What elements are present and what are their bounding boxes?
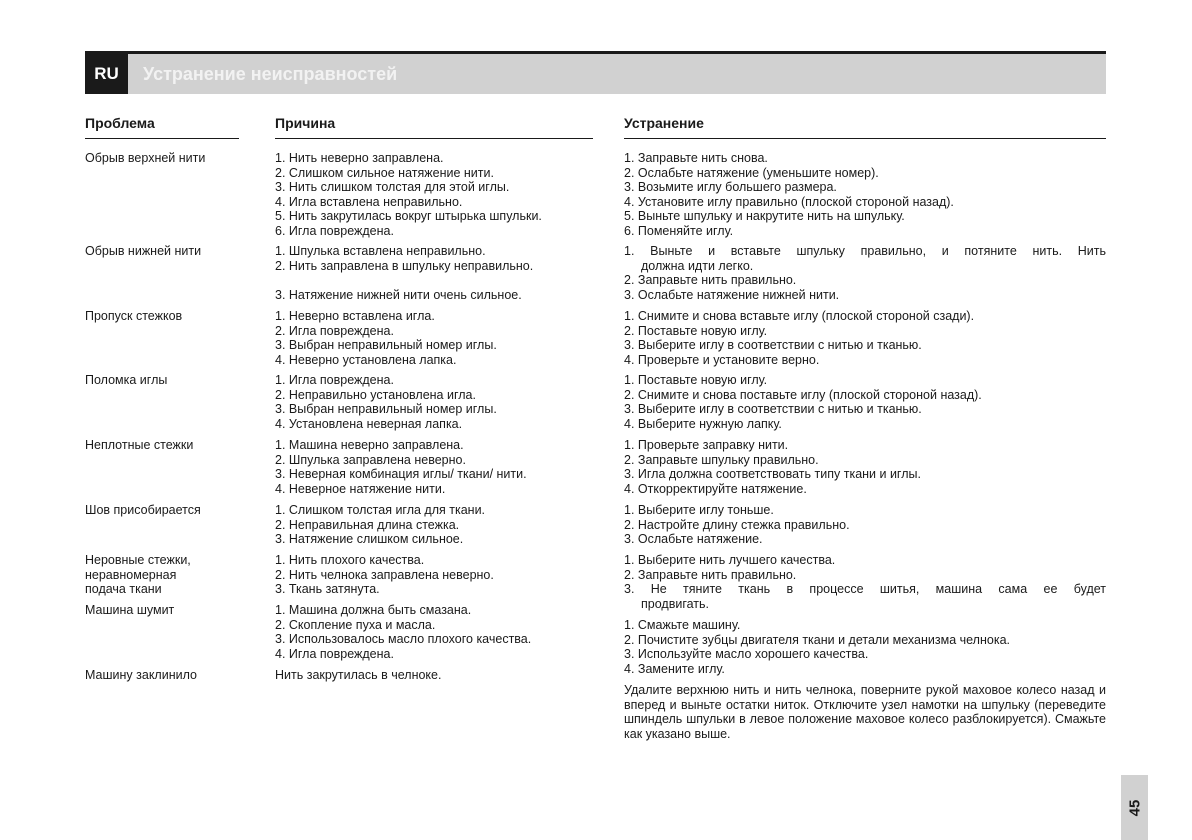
text-line: 1. Неверно вставлена игла. (275, 309, 435, 323)
text-line: 4. Установлена неверная лапка. (275, 416, 463, 431)
text-line: 3. Используйте масло хорошего качества. (624, 647, 869, 661)
text-line: Шов присобирается (85, 503, 201, 517)
page-tab (1121, 775, 1148, 840)
text-line: 2. Заправьте нить правильно. (624, 567, 797, 582)
cause-cell (275, 373, 497, 431)
text-line: 2. Шпулька заправлена неверно. (275, 452, 466, 467)
text-line: 5. Выньте шпульку и накрутите нить на шпульку. (624, 209, 905, 223)
text-line: 2. Скопление пуха и масла. (275, 617, 436, 632)
text-line: 4. Установите иглу правильно (плоской стороной назад). (624, 194, 954, 209)
text-line: 4. Откорректируйте натяжение. (624, 481, 807, 496)
text-line: 4. Проверьте и установите верно. (624, 352, 820, 367)
text-line: 4. Замените иглу. (624, 661, 725, 676)
text-line: 2. Слишком сильное натяжение нити. (275, 165, 494, 180)
cause-cell (275, 438, 527, 496)
solution-cell (624, 309, 974, 367)
text-line: 2. Неправильная длина стежка. (275, 517, 460, 532)
section-header (85, 54, 1106, 94)
cause-cell (275, 244, 533, 302)
text-line: Неровные стежки, (85, 553, 191, 567)
text-line: 4. Игла вставлена неправильно. (275, 194, 463, 209)
text-line: 1. Слишком толстая игла для ткани. (275, 503, 486, 517)
column-rule-cause (275, 138, 593, 139)
problem-cell (85, 244, 201, 259)
text-line: 2. Нить заправлена в шпульку неправильно. (275, 258, 534, 273)
text-line: 3. Натяжение нижней нити очень сильное. (275, 287, 522, 302)
problem-cell (85, 373, 167, 388)
text-line: 1. Выньте и вставьте шпульку правильно, и потяните нить. Нить (624, 244, 1106, 258)
text-line: 3. Выбран неправильный номер иглы. (275, 338, 497, 352)
problem-cell (85, 603, 174, 618)
solution-cell (624, 503, 850, 547)
problem-cell (85, 151, 205, 166)
solution-cell (624, 373, 982, 431)
problem-cell (85, 503, 201, 518)
cause-cell (275, 668, 441, 683)
text-line: 3. Возьмите иглу большего размера. (624, 180, 837, 194)
text-line: 1. Машина неверно заправлена. (275, 438, 464, 452)
text-line: 1. Снимите и снова вставьте иглу (плоской стороной сзади). (624, 309, 975, 323)
text-line: 1. Заправьте нить снова. (624, 151, 768, 165)
cause-cell (275, 151, 542, 238)
text-line: 2. Заправьте нить правильно. (624, 273, 797, 287)
text-line: 6. Игла повреждена. (275, 223, 394, 238)
solution-cell (624, 553, 1106, 611)
cause-cell (275, 553, 494, 597)
text-line: 2. Неправильно установлена игла. (275, 387, 476, 402)
column-rule-solution (624, 138, 1106, 139)
text-line: 3. Натяжение слишком сильное. (275, 532, 464, 546)
text-line: 3. Выбран неправильный номер иглы. (275, 402, 497, 416)
text-line: 1. Выберите нить лучшего качества. (624, 553, 836, 567)
text-line: 3. Не тяните ткань в процессе шитья, машина сама ее будет (624, 582, 1106, 596)
cause-cell (275, 309, 497, 367)
cause-cell (275, 603, 531, 661)
text-line: 2. Заправьте шпульку правильно. (624, 452, 819, 467)
text-line: 3. Ткань затянута. (275, 582, 380, 596)
solution-cell (624, 244, 1106, 302)
text-line: Обрыв нижней нити (85, 244, 202, 258)
text-line: 3. Использовалось масло плохого качества. (275, 632, 532, 646)
text-line: 2. Ослабьте натяжение (уменьшите номер). (624, 165, 879, 180)
text-line: 3. Выберите иглу в соответствии с нитью и тканью. (624, 338, 922, 352)
text-line: 3. Неверная комбинация иглы/ ткани/ нити. (275, 467, 527, 481)
text-line: 2. Нить челнока заправлена неверно. (275, 567, 494, 582)
problem-cell (85, 309, 182, 324)
text-line: 5. Нить закрутилась вокруг штырька шпульки. (275, 209, 542, 223)
column-header-solution: Устранение (624, 115, 704, 131)
cause-cell (275, 503, 485, 547)
text-line: продвигать. (641, 596, 709, 611)
text-line: Машина шумит (85, 603, 175, 617)
text-line: 2. Игла повреждена. (275, 323, 394, 338)
text-line: Пропуск стежков (85, 309, 183, 323)
text-line: 6. Поменяйте иглу. (624, 223, 734, 238)
text-line (275, 273, 533, 288)
text-line: 1. Игла повреждена. (275, 373, 394, 387)
text-line: 4. Неверное натяжение нити. (275, 481, 446, 496)
text-line: 1. Поставьте новую иглу. (624, 373, 768, 387)
text-line: 1. Смажьте машину. (624, 618, 741, 632)
text-line: 1. Выберите иглу тоньше. (624, 503, 774, 517)
text-line: 4. Выберите нужную лапку. (624, 416, 782, 431)
text-line: Обрыв верхней нити (85, 151, 206, 165)
text-line: Поломка иглы (85, 373, 168, 387)
problem-cell (85, 668, 197, 683)
text-line: 3. Ослабьте натяжение нижней нити. (624, 287, 840, 302)
text-line: 2. Настройте длину стежка правильно. (624, 517, 850, 532)
text-line: 1. Машина должна быть смазана. (275, 603, 472, 617)
page-number: 45 (1126, 799, 1143, 816)
text-line: 4. Неверно установлена лапка. (275, 352, 457, 367)
problem-cell (85, 553, 191, 597)
text-line: Неплотные стежки (85, 438, 194, 452)
text-line: 3. Ослабьте натяжение. (624, 532, 763, 546)
text-line: Нить закрутилась в челноке. (275, 668, 442, 682)
solution-paragraph: Удалите верхнюю нить и нить челнока, поверните рукой маховое колесо назад и вперед и выньте остатки ниток. Отключите узел намотки на шпульку (переведите шпиндель шпульки в левое положение маховое колесо разблокируется). Смажьте как указано выше. (624, 683, 1106, 741)
text-line: 3. Нить слишком толстая для этой иглы. (275, 180, 510, 194)
text-line: 2. Поставьте новую иглу. (624, 323, 768, 338)
solution-cell (624, 438, 921, 496)
text-line: 1. Нить плохого качества. (275, 553, 425, 567)
column-rule-problem (85, 138, 239, 139)
text-line: подача ткани (85, 582, 162, 596)
column-header-cause: Причина (275, 115, 336, 131)
text-line: 4. Игла повреждена. (275, 646, 394, 661)
text-line: 1. Проверьте заправку нити. (624, 438, 789, 452)
language-badge: RU (85, 54, 128, 94)
column-header-problem: Проблема (85, 115, 155, 131)
solution-cell (624, 151, 954, 238)
text-line: 2. Почистите зубцы двигателя ткани и детали механизма челнока. (624, 632, 1010, 647)
text-line: 3. Выберите иглу в соответствии с нитью и тканью. (624, 402, 922, 416)
text-line: 1. Нить неверно заправлена. (275, 151, 444, 165)
text-line: 2. Снимите и снова поставьте иглу (плоской стороной назад). (624, 387, 982, 402)
text-line: должна идти легко. (641, 258, 754, 273)
section-title: Устранение неисправностей (143, 64, 398, 84)
text-line: 3. Игла должна соответствовать типу ткани и иглы. (624, 467, 921, 481)
text-line: 1. Шпулька вставлена неправильно. (275, 244, 486, 258)
problem-cell (85, 438, 193, 453)
text-line: неравномерная (85, 567, 177, 582)
text-line: Машину заклинило (85, 668, 197, 682)
solution-cell (624, 618, 1010, 676)
